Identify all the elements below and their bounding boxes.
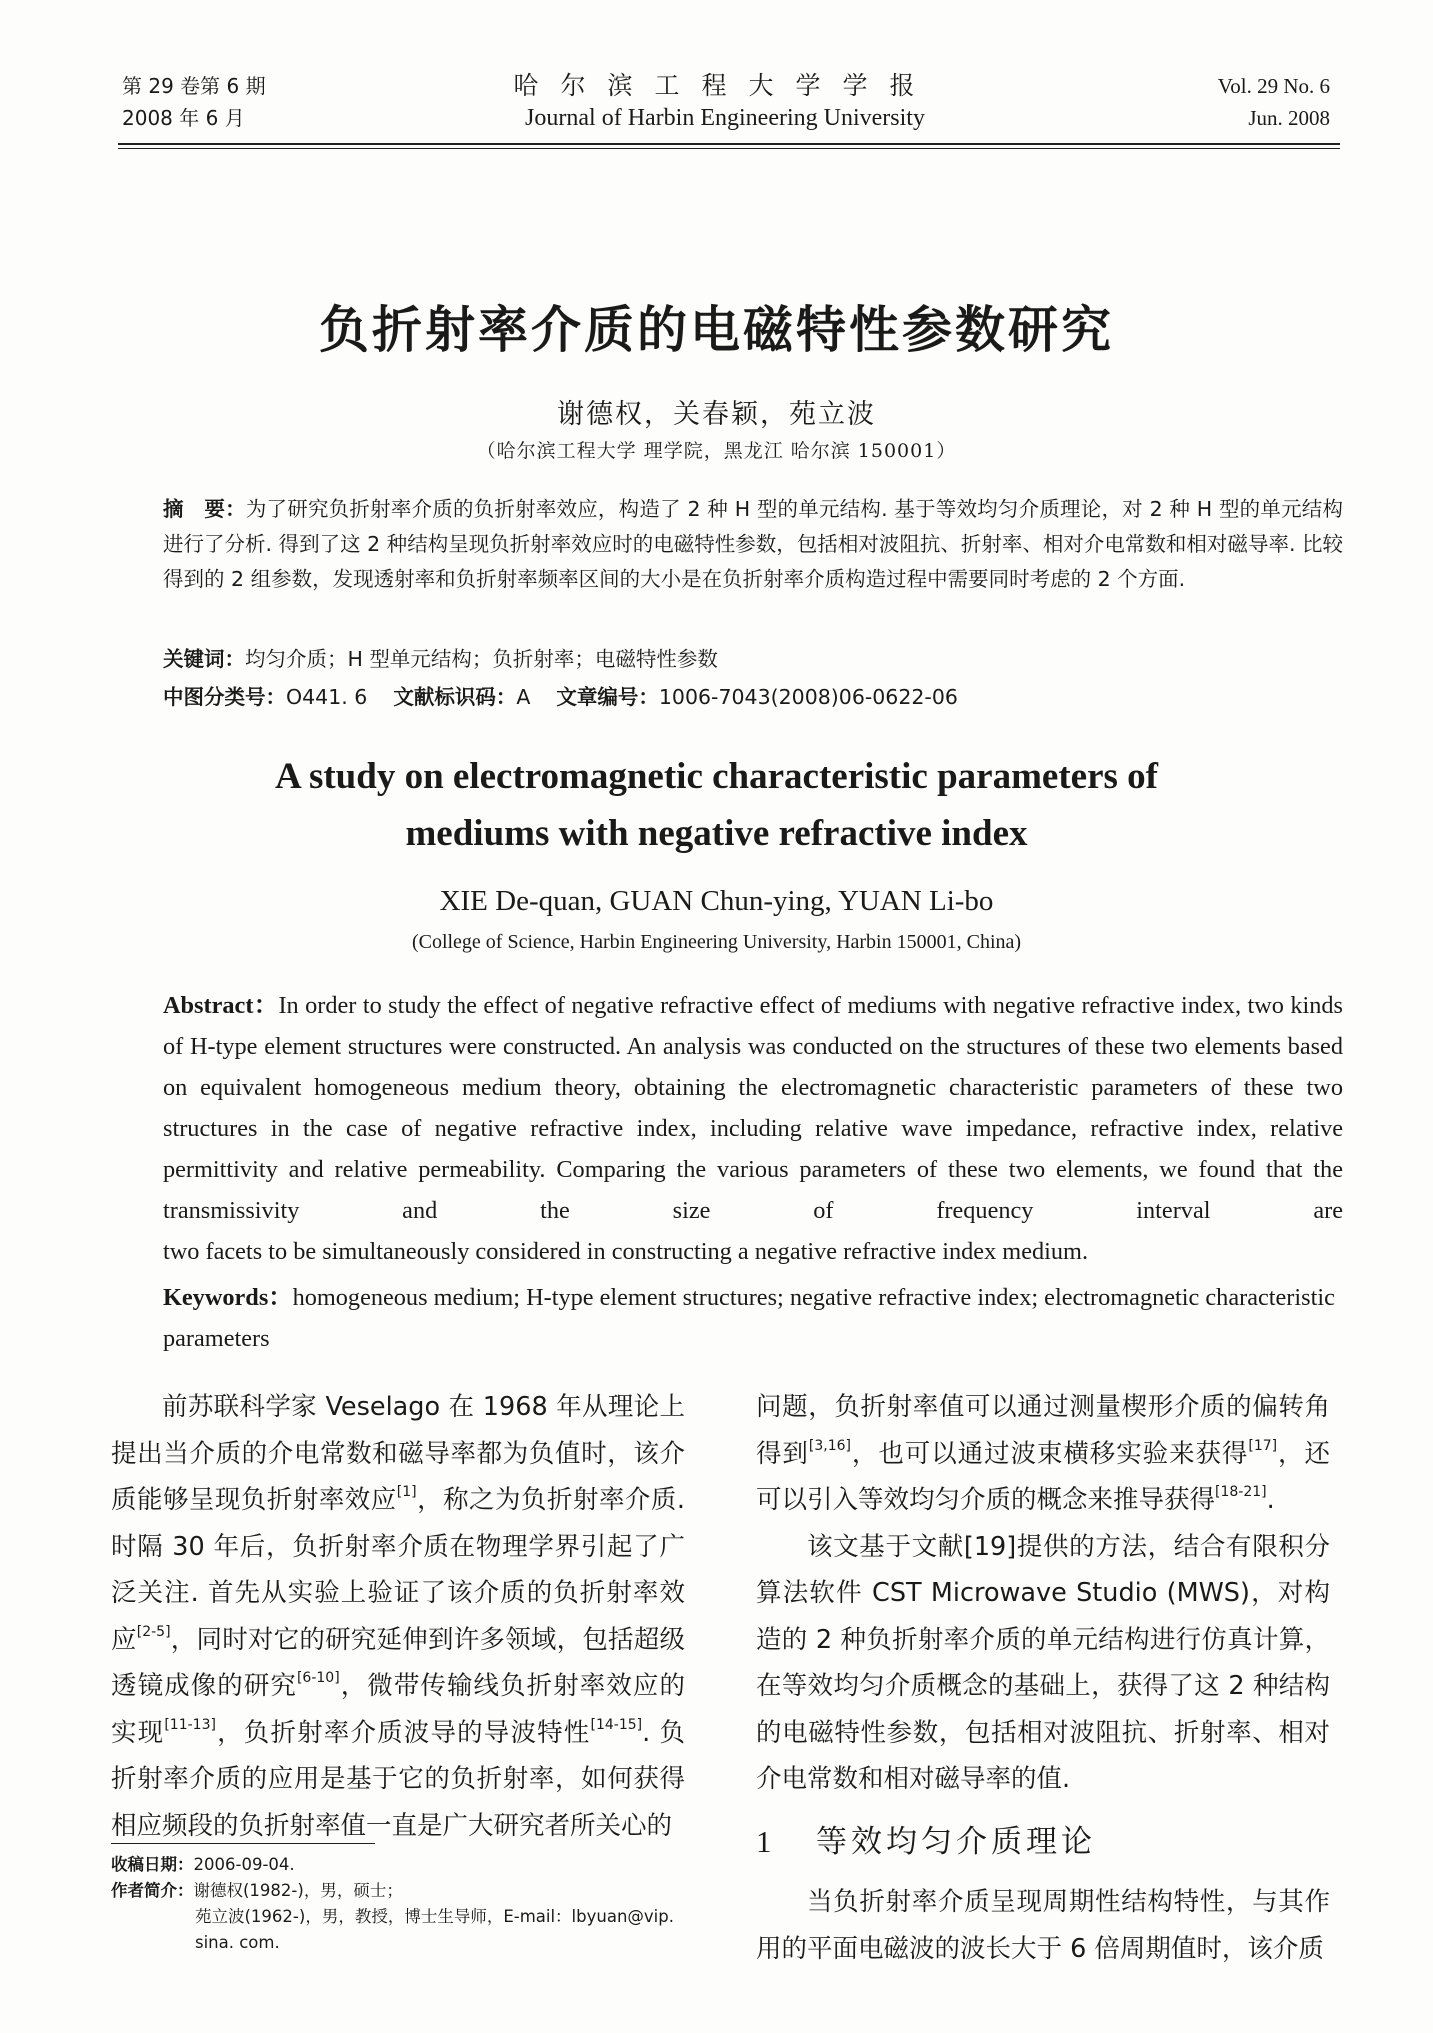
footnote-bio	[111, 1878, 701, 1904]
footnote-bio-2: 苑立波(1962-)，男，教授，博士生导师，E-mail：lbyuan@vip. sina. com.	[195, 1907, 674, 1952]
authors-cn: 谢德权，关春颖，苑立波	[557, 399, 876, 430]
received-date: 2006-09-04.	[193, 1855, 295, 1874]
doc-code-label: 文献标识码：	[393, 685, 517, 709]
abstract-en-text: In order to study the effect of negative refractive effect of mediums with negative refractive index, two kinds of H-type element structures were constructed. An analysis was conducted on the structures of these two elements based on equivalent homogeneous medium theory, obtaining the electromagnetic characteristic parameters of these two structures in the case of negative refractive index, including relative wave impedance, refractive index, relative permittivity and relative permeability. Comparing the various parameters of these two elements, we found that the transmissivity and the size of frequency interval are	[163, 992, 1343, 1224]
footnote-received	[111, 1852, 701, 1878]
paper-title-en-line1: A study on electromagnetic characteristic parameters of	[275, 756, 1158, 797]
cont-text-1: 问题，负折射率值可以通过测量楔形介质的偏转角得到	[756, 1392, 1330, 1469]
section-title: 等效均匀介质理论	[816, 1823, 1096, 1860]
volume-en: Vol. 29 No. 6	[1217, 74, 1330, 98]
keywords-cn-label: 关键词：	[163, 647, 245, 671]
intro-text-6: . 负折射率介质的应用是基于它的负折射率，如何获得相应频段的负折射率值一直是广大研究者所关心的	[111, 1717, 685, 1841]
intro-text-2: ，称之为负折射率介质. 时隔 30 年后，负折射率介质在物理学界引起了广泛关注. 首先从实验上验证了该介质的负折射率效应	[111, 1485, 685, 1655]
keywords-en-label: Keywords：	[163, 1284, 293, 1311]
abstract-cn	[163, 492, 1343, 597]
article-no-value: 1006-7043(2008)06-0622-06	[658, 685, 958, 709]
citation-ref: [1]	[396, 1484, 417, 1500]
cont-text-3: ，还可以引入等效均匀介质的概念来推导获得	[756, 1438, 1330, 1515]
keywords-en-text: homogeneous medium; H-type element structures; negative refractive index; electromagnetic characteristic parameters	[163, 1284, 1335, 1352]
footnote	[111, 1852, 701, 1956]
citation-ref: [18-21]	[1215, 1484, 1267, 1500]
intro-paragraph	[111, 1384, 685, 1849]
intro-continuation	[756, 1384, 1330, 1524]
date-cn: 2008 年 6 月	[122, 106, 245, 130]
bio-label: 作者简介：	[111, 1881, 194, 1900]
intro-text-5: ，负折射率介质波导的导波特性	[215, 1717, 591, 1748]
volume-cn: 第 29 卷第 6 期	[122, 74, 266, 98]
keywords-en	[163, 1277, 1343, 1359]
classification-line	[163, 680, 1343, 715]
header-rule-thin	[118, 148, 1340, 149]
citation-ref: [6-10]	[296, 1670, 340, 1686]
keywords-cn	[163, 642, 1343, 677]
abstract-cn-label: 摘 要：	[163, 497, 246, 521]
citation-ref: [14-15]	[590, 1716, 643, 1733]
bio-author-1: 谢德权(1982-)，男，硕士；	[193, 1881, 403, 1900]
intro-text-4: ，微带传输线负折射率效应的实现	[111, 1671, 685, 1748]
journal-name-en: Journal of Harbin Engineering University	[525, 105, 925, 131]
method-paragraph: 该文基于文献[19]提供的方法，结合有限积分算法软件 CST Microwave Studio (MWS)，对构造的 2 种负折射率介质的单元结构进行仿真计算，在等效均匀介质概念的基础上，获得了这 2 种结构的电磁特性参数，包括相对波阻抗、折射率、相对介电常数和相对磁导率的值.	[756, 1531, 1330, 1794]
citation-ref: [17]	[1248, 1437, 1278, 1454]
citation-ref: [3,16]	[808, 1437, 851, 1454]
body-column-left	[111, 1384, 685, 1849]
section-number: 1	[756, 1823, 776, 1859]
date-en: Jun. 2008	[1248, 106, 1330, 130]
journal-name-cn: 哈尔滨工程大学学报	[513, 71, 937, 100]
received-label: 收稿日期：	[111, 1855, 194, 1874]
theory-paragraph: 当负折射率介质呈现周期性结构特性，与其作用的平面电磁波的波长大于 6 倍周期值时，该介质	[756, 1887, 1330, 1964]
clc-value: O441. 6	[286, 685, 368, 709]
header-center	[110, 70, 1340, 134]
footnote-rule	[111, 1843, 375, 1844]
citation-ref: [2-5]	[136, 1623, 171, 1640]
clc-label: 中图分类号：	[163, 685, 286, 709]
citation-ref: [11-13]	[164, 1716, 216, 1733]
journal-header	[110, 70, 1340, 150]
affiliation-cn: （哈尔滨工程大学 理学院，黑龙江 哈尔滨 150001）	[476, 440, 957, 462]
cont-text-2: ，也可以通过波束横移实验来获得	[850, 1438, 1249, 1469]
abstract-en	[163, 985, 1343, 1272]
abstract-cn-text: 为了研究负折射率介质的负折射率效应，构造了 2 种 H 型的单元结构. 基于等效均匀介质理论，对 2 种 H 型的单元结构进行了分析. 得到了这 2 种结构呈现负折射率效应时的电磁特性参数，包括相对波阻抗、折射率、相对介电常数和相对磁导率. 比较得到的 2 组参数，发现透射率和负折射率频率区间的大小是在负折射率介质构造过程中需要同时考虑的 2 个方面.	[163, 497, 1343, 591]
paper-title-en-line2: mediums with negative refractive index	[405, 813, 1028, 854]
body-column-right	[756, 1384, 1330, 1972]
abstract-en-last-line: two facets to be simultaneously considered in constructing a negative refractive index medium.	[163, 1238, 1089, 1265]
abstract-en-label: Abstract：	[163, 992, 279, 1019]
cont-text-4: .	[1266, 1485, 1275, 1515]
paper-title-en	[0, 748, 1433, 862]
header-right	[1218, 70, 1330, 134]
keywords-cn-text: 均匀介质；H 型单元结构；负折射率；电磁特性参数	[245, 647, 718, 671]
intro-text-3: ，同时对它的研究延伸到许多领域，包括超级透镜成像的研究	[111, 1624, 685, 1701]
paper-title-cn: 负折射率介质的电磁特性参数研究	[319, 301, 1114, 359]
section-heading-1	[756, 1819, 1330, 1866]
affiliation-en: (College of Science, Harbin Engineering University, Harbin 150001, China)	[411, 931, 1022, 953]
doc-code-value: A	[516, 685, 531, 709]
article-no-label: 文章编号：	[556, 685, 659, 709]
authors-en: XIE De-quan, GUAN Chun-ying, YUAN Li-bo	[439, 885, 994, 917]
header-rule-thick	[118, 143, 1340, 145]
intro-text-1: 前苏联科学家 Veselago 在 1968 年从理论上提出当介质的介电常数和磁导率都为负值时，该介质能够呈现负折射率效应	[111, 1392, 685, 1515]
